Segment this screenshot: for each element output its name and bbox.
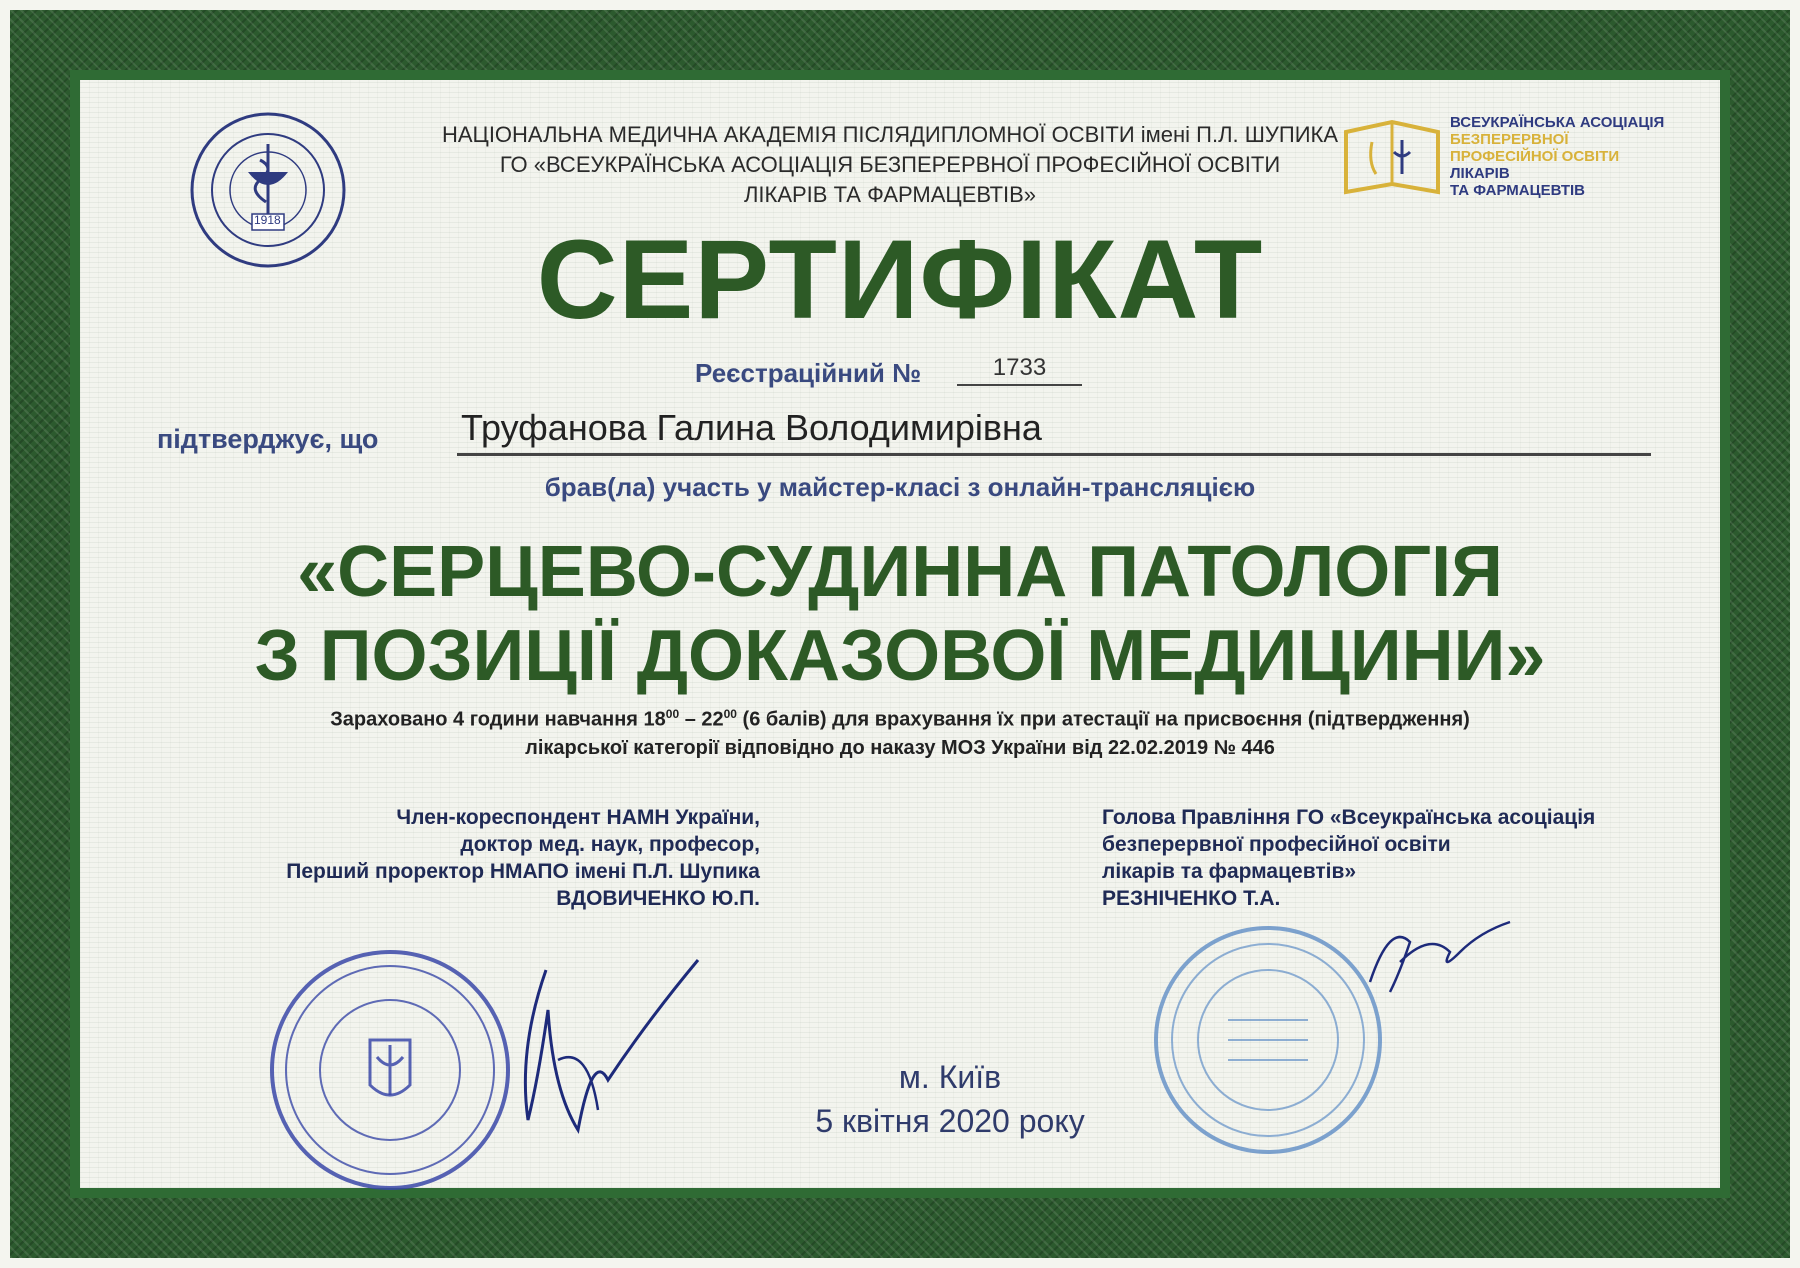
- participation-text: брав(ла) участь у майстер-класі з онлайн-трансляцією: [544, 472, 1256, 502]
- credit-text-a: Зараховано 4 години навчання 18: [330, 708, 666, 731]
- association-line-5: ТА ФАРМАЦЕВТІВ: [1450, 182, 1585, 199]
- left-signatory-line-3: Перший проректор НМАПО імені П.Л. Шупика: [286, 860, 760, 883]
- ministry-stamp: [265, 945, 515, 1195]
- left-signatory-name: ВДОВИЧЕНКО Ю.П.: [556, 887, 760, 910]
- right-signatory-line-1: Голова Правління ГО «Всеукраїнська асоціація: [1102, 806, 1596, 829]
- header-line-1: НАЦІОНАЛЬНА МЕДИЧНА АКАДЕМІЯ ПІСЛЯДИПЛОМНОЇ ОСВІТИ імені П.Л. ШУПИКА: [441, 122, 1339, 147]
- course-title-line-1: «СЕРЦЕВО-СУДИННА ПАТОЛОГІЯ: [297, 532, 1503, 612]
- header-line-3: ЛІКАРІВ ТА ФАРМАЦЕВТІВ»: [743, 182, 1037, 207]
- issuer-header: [360, 120, 1420, 210]
- association-line-4: ЛІКАРІВ: [1450, 165, 1510, 182]
- left-signature: [498, 930, 728, 1150]
- academy-year: 1918: [254, 213, 281, 227]
- credit-line-1: [200, 700, 1600, 734]
- association-line-3: ПРОФЕСІЙНОЇ ОСВІТИ: [1450, 148, 1620, 165]
- issue-city: м. Київ: [898, 1059, 1002, 1095]
- credit-line-2: лікарської категорії відповідно до наказу МОЗ України від 22.02.2019 № 446: [525, 736, 1275, 759]
- course-title: [130, 530, 1670, 698]
- issue-date: 5 квітня 2020 року: [815, 1103, 1085, 1139]
- credit-text-b: – 22: [679, 708, 724, 731]
- credit-statement: [200, 700, 1600, 762]
- left-signatory-line-1: Член-кореспондент НАМН України,: [396, 806, 760, 829]
- association-line-2: БЕЗПЕРЕРВНОЇ: [1450, 131, 1569, 148]
- place-and-date: [780, 1055, 1120, 1143]
- association-stamp: [1148, 920, 1388, 1160]
- right-signatory: [1102, 804, 1702, 912]
- header-line-2: ГО «ВСЕУКРАЇНСЬКА АСОЦІАЦІЯ БЕЗПЕРЕРВНОЇ ПРОФЕСІЙНОЇ ОСВІТИ: [499, 152, 1281, 177]
- credit-sup-a: 00: [665, 707, 680, 721]
- recipient-name: Труфанова Галина Володимирівна: [457, 407, 1651, 456]
- right-signatory-name: РЕЗНІЧЕНКО Т.А.: [1102, 887, 1281, 910]
- association-name: [1450, 114, 1664, 199]
- right-signatory-line-3: лікарів та фармацевтів»: [1102, 860, 1357, 883]
- credit-sup-b: 00: [723, 707, 737, 721]
- left-signatory-line-2: доктор мед. наук, професор,: [460, 833, 760, 856]
- registration-label: Реєстраційний №: [695, 358, 922, 388]
- left-signatory: [180, 804, 760, 912]
- credit-text-c: (6 балів) для врахування їх при атестації на присвоєння (підтвердження): [736, 708, 1470, 731]
- confirms-label: підтверджує, що: [157, 424, 379, 454]
- association-logo: [1342, 112, 1682, 202]
- right-signatory-line-2: безперервної професійної освіти: [1102, 833, 1451, 856]
- right-signature: [1360, 912, 1520, 1002]
- academy-logo: [188, 110, 348, 270]
- certificate-title: СЕРТИФІКАТ: [536, 217, 1264, 342]
- association-line-1: ВСЕУКРАЇНСЬКА АСОЦІАЦІЯ: [1450, 114, 1665, 131]
- registration-number: 1733: [957, 354, 1082, 386]
- course-title-line-2: З ПОЗИЦІЇ ДОКАЗОВОЇ МЕДИЦИНИ»: [254, 616, 1546, 696]
